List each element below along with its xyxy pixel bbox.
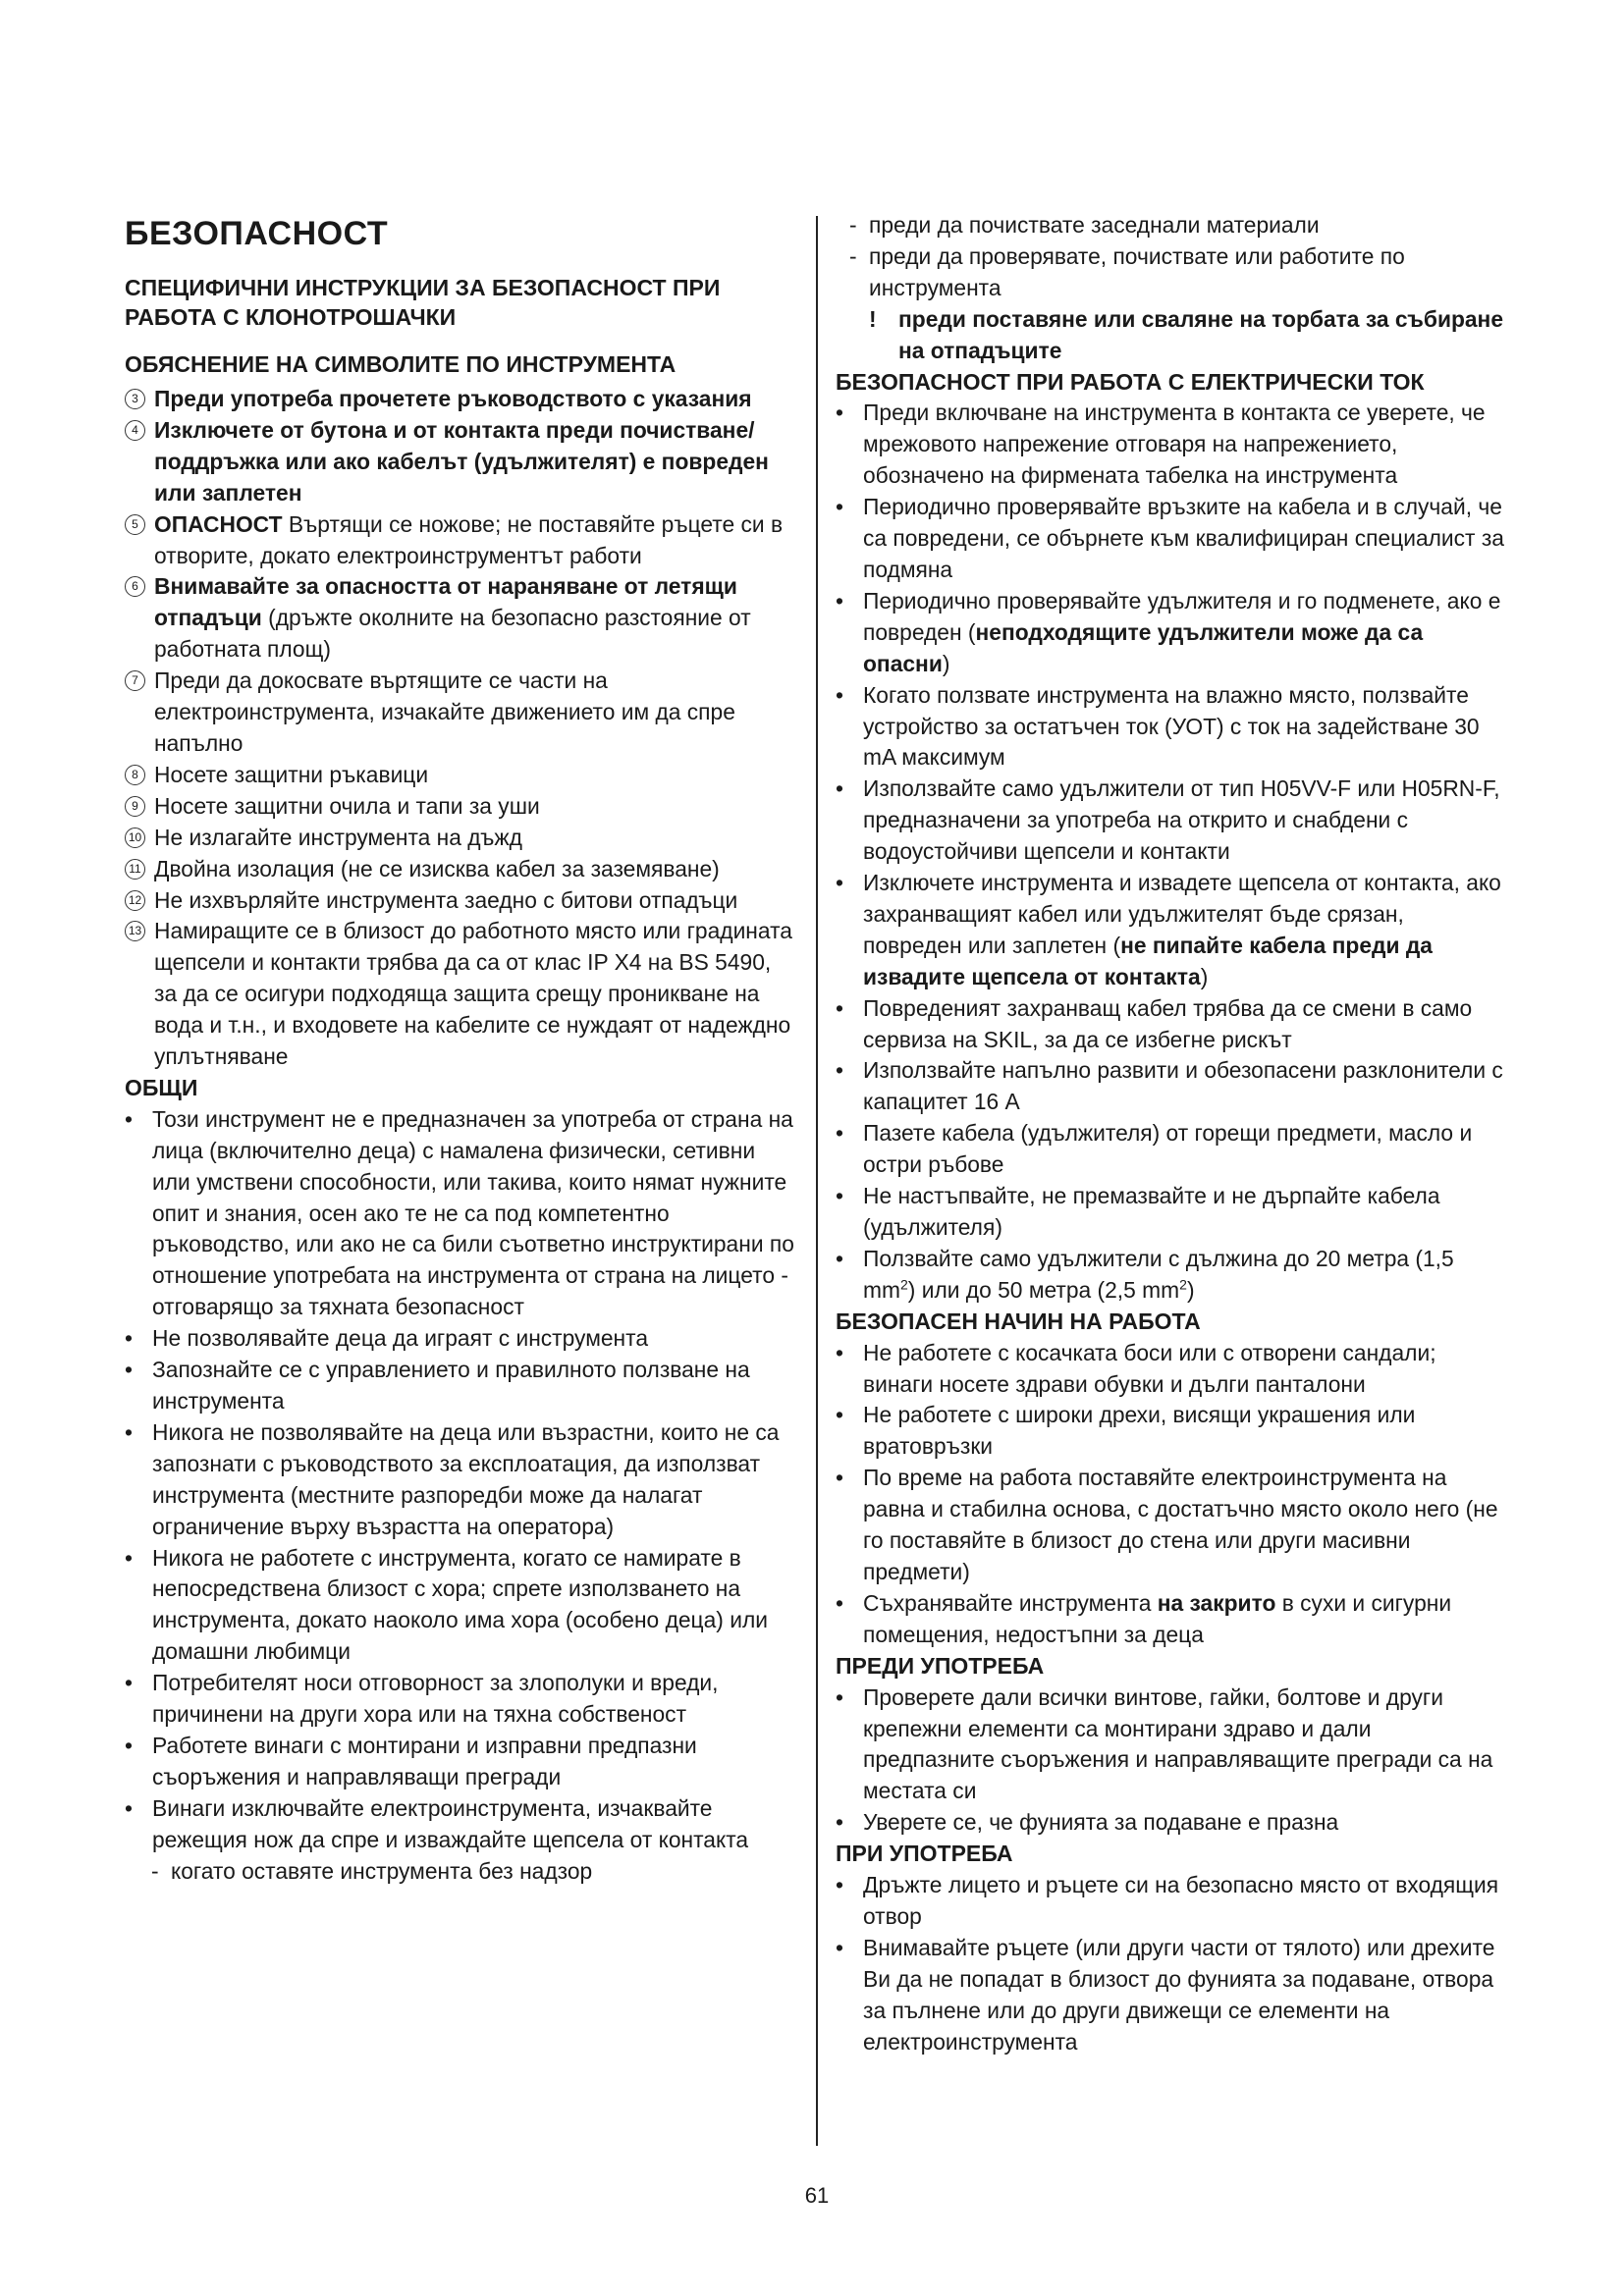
dash-mark: -	[849, 212, 857, 238]
item-text: Дръжте лицето и ръцете си на безопасно място от входящия отвор	[863, 1872, 1499, 1929]
item-text: Работете винаги с монтирани и изправни предпазни съоръжения и направляващи прегради	[152, 1732, 697, 1789]
page-number: 61	[804, 2183, 830, 2208]
bullet-mark: •	[125, 1732, 133, 1758]
during-use-item-2	[836, 1933, 1505, 2058]
item-text-2: ) или до 50 метра (2,5 mm	[907, 1276, 1180, 1303]
circled-number-8: 8	[125, 765, 145, 785]
circled-number-10: 10	[125, 828, 145, 848]
bullet-mark: •	[836, 400, 843, 426]
symbol-item-4	[125, 415, 797, 509]
electrical-heading: БЕЗОПАСНОСТ ПРИ РАБОТА С ЕЛЕКТРИЧЕСКИ ТОК	[836, 368, 1425, 395]
item-bold: на закрито	[1157, 1589, 1276, 1616]
bullet-mark: •	[836, 1809, 843, 1836]
symbol-item-10	[125, 823, 797, 854]
item-text: Уверете се, че фунията за подаване е празна	[863, 1809, 1339, 1836]
general-item-4	[125, 1417, 797, 1543]
bullet-mark: •	[836, 1183, 843, 1209]
electrical-item-7	[836, 993, 1505, 1056]
electrical-item-10	[836, 1181, 1505, 1244]
symbol-text: Носете защитни ръкавици	[154, 761, 429, 787]
circled-number-3: 3	[125, 389, 145, 409]
before-use-item-2	[836, 1807, 1505, 1839]
electrical-item-8	[836, 1055, 1505, 1118]
symbols-heading: ОБЯСНЕНИЕ НА СИМВОЛИТЕ ПО ИНСТРУМЕНТА	[125, 351, 677, 377]
symbol-text: Намиращите се в близост до работното място или градината щепсели и контакти трябва да са от клас IP X4 на BS 5490, за да се осигури подходяща защита срещу проникване на вода и т.н., и входовете на кабелите се нуждаят от надеждно уплътняване	[154, 918, 792, 1070]
symbol-item-6	[125, 571, 797, 666]
superscript: 2	[899, 1276, 908, 1293]
circled-number-7: 7	[125, 670, 145, 691]
circled-number-13: 13	[125, 921, 145, 941]
right-column	[836, 210, 1505, 2057]
general-subitem-1	[125, 1856, 797, 1888]
bullet-mark: •	[836, 494, 843, 520]
general-item-3	[125, 1355, 797, 1417]
item-text: Този инструмент не е предназначен за употреба от страна на лица (включително деца) с намалена физически, сетивни или умствени способности, или такива, които нямат нужните опит и знания, осен ако те не са под компетентно ръководство, или ако не са били съответно инструктирани по отношение употребата на инструмента от страна на лицето - отговарящо за тяхната безопасност	[152, 1105, 794, 1320]
item-text: Периодично проверявайте връзките на кабела и в случай, че са повредени, се обърнете към квалифициран специалист за подмяна	[863, 494, 1504, 582]
bullet-mark: •	[836, 1872, 843, 1898]
safe-work-item-2	[836, 1400, 1505, 1463]
symbol-text: Въртящи се ножове; не поставяйте ръцете си в отворите, докато електроинструментът работи	[154, 510, 784, 568]
general-subitem-2	[836, 210, 1505, 241]
general-item-1	[125, 1104, 797, 1323]
item-text: Ползвайте само удължители с дължина до 20 метра (1,5 mm	[863, 1245, 1454, 1303]
bullet-mark: •	[125, 1544, 133, 1571]
circled-number-9: 9	[125, 796, 145, 817]
symbol-item-3	[125, 384, 797, 415]
symbol-item-12	[125, 885, 797, 917]
item-text: Повреденият захранващ кабел трябва да се смени в само сервиза на SKIL, за да се избегне рискът	[863, 994, 1473, 1052]
item-text-end: в сухи и сигурни помещения, недостъпни за деца	[863, 1589, 1452, 1647]
general-heading: ОБЩИ	[125, 1074, 198, 1100]
symbol-item-5	[125, 509, 797, 572]
item-text: Съхранявайте инструмента	[863, 1589, 1158, 1616]
symbol-bold: Внимавайте за опасността от нараняване от летящи отпадъци	[154, 573, 737, 631]
item-text: Пазете кабела (удължителя) от горещи предмети, масло и остри ръбове	[863, 1120, 1473, 1178]
item-text: Използвайте напълно развити и обезопасени разклонители с капацитет 16 A	[863, 1057, 1503, 1115]
symbol-item-13	[125, 916, 797, 1073]
electrical-item-11	[836, 1244, 1505, 1307]
bullet-mark: •	[836, 1402, 843, 1428]
symbol-item-8	[125, 760, 797, 791]
bullet-mark: •	[836, 587, 843, 614]
symbol-item-7	[125, 666, 797, 760]
bullet-mark: •	[125, 1325, 133, 1352]
bullet-mark: •	[836, 1589, 843, 1616]
item-text-end: )	[1186, 1276, 1195, 1303]
during-use-item-1	[836, 1870, 1505, 1933]
item-text-end: )	[1200, 963, 1209, 989]
safe-work-item-1	[836, 1338, 1505, 1401]
item-text: Използвайте само удължители от тип H05VV-F или H05RN-F, предназначени за употреба на открито и снабдени с водоустойчиви щепсели и контакти	[863, 775, 1500, 865]
circled-number-11: 11	[125, 859, 145, 880]
electrical-item-5	[836, 774, 1505, 868]
item-text: Потребителят носи отговорност за злополуки и вреди, причинени на други хора или на тяхна собственост	[152, 1670, 719, 1728]
electrical-item-6	[836, 868, 1505, 993]
item-text: преди поставяне или сваляне на торбата за събиране на отпадъците	[898, 305, 1504, 363]
bullet-mark: •	[836, 1683, 843, 1710]
warning-item	[836, 304, 1505, 367]
page-title: БЕЗОПАСНОСТ	[125, 215, 389, 252]
before-use-heading: ПРЕДИ УПОТРЕБА	[836, 1652, 1045, 1679]
bullet-mark: •	[836, 1057, 843, 1084]
item-text: Изключете инструмента и извадете щепсела от контакта, ако захранващият кабел или удължителят бъде срязан, повреден или заплетен (	[863, 870, 1501, 958]
item-text: По време на работа поставяйте електроинструмента на равна и стабилна основа, с достатъчно място около него (не го поставяйте в близост до стена или други масивни предмети)	[863, 1465, 1498, 1584]
item-bold: неподходящите удължители може да са опасни	[863, 618, 1424, 676]
bullet-mark: •	[125, 1105, 133, 1132]
symbol-item-11	[125, 854, 797, 885]
symbol-text: Носете защитни очила и тапи за уши	[154, 792, 540, 819]
symbol-text: (дръжте околните на безопасно разстояние от работната площ)	[154, 605, 751, 663]
circled-number-6: 6	[125, 576, 145, 597]
item-text: Винаги изключвайте електроинструмента, изчаквайте режещия нож да спре и изваждайте щепсела от контакта	[152, 1794, 749, 1852]
item-text: Периодично проверявайте удължителя и го подменете, ако е повреден (	[863, 587, 1501, 645]
general-item-7	[125, 1731, 797, 1793]
item-text: Никога не работете с инструмента, когато се намирате в непосредствена близост с хора; спрете използването на инструмента, докато наоколо има хора (особено деца) или домашни любимци	[152, 1544, 768, 1665]
symbol-bold: ОПАСНОСТ	[154, 510, 283, 537]
dash-mark: -	[151, 1857, 159, 1884]
bullet-mark: •	[836, 681, 843, 708]
symbol-text: Изключете от бутона и от контакта преди почистване/поддръжка или ако кабелът (удължителят) е повреден или заплетен	[154, 416, 769, 506]
general-item-6	[125, 1668, 797, 1731]
item-text-end: )	[942, 650, 950, 676]
circled-number-4: 4	[125, 420, 145, 441]
safe-work-item-4	[836, 1588, 1505, 1651]
item-text: преди да почиствате заседнали материали	[869, 212, 1320, 238]
subtitle: СПЕЦИФИЧНИ ИНСТРУКЦИИ ЗА БЕЗОПАСНОСТ ПРИ РАБОТА С КЛОНОТРОШАЧКИ	[125, 275, 721, 330]
circled-number-5: 5	[125, 514, 145, 535]
bullet-mark: •	[125, 1357, 133, 1383]
symbol-item-9	[125, 791, 797, 823]
general-subitem-3	[836, 241, 1505, 304]
general-item-5	[125, 1543, 797, 1669]
electrical-item-2	[836, 492, 1505, 586]
bullet-mark: •	[836, 1339, 843, 1365]
item-text: Не работете с косачката боси или с отворени сандали; винаги носете здрави обувки и дълги панталони	[863, 1339, 1436, 1397]
bullet-mark: •	[125, 1794, 133, 1821]
item-text: Не настъпвайте, не премазвайте и не дърпайте кабела (удължителя)	[863, 1183, 1440, 1240]
electrical-item-9	[836, 1118, 1505, 1181]
bullet-mark: •	[836, 1120, 843, 1147]
bullet-mark: •	[836, 870, 843, 896]
item-text: Внимавайте ръцете (или други части от тялото) или дрехите Ви да не попадат в близост до фунията за подаване, отвора за пълнене или до други движещи се елементи на електроинструмента	[863, 1934, 1495, 2055]
bullet-mark: •	[125, 1418, 133, 1445]
bullet-mark: •	[125, 1670, 133, 1696]
electrical-item-4	[836, 680, 1505, 774]
circled-number-12: 12	[125, 890, 145, 911]
item-text: Не позволявайте деца да играят с инструмента	[152, 1325, 648, 1352]
superscript: 2	[1179, 1276, 1187, 1293]
bullet-mark: •	[836, 775, 843, 802]
exclamation-mark: !	[869, 305, 877, 332]
general-item-8	[125, 1793, 797, 1856]
safe-work-item-3	[836, 1463, 1505, 1588]
column-divider	[816, 216, 818, 2146]
symbol-text: Преди употреба прочетете ръководството с указания	[154, 386, 752, 411]
symbol-text: Не излагайте инструмента на дъжд	[154, 824, 522, 850]
symbol-text: Не изхвърляйте инструмента заедно с битови отпадъци	[154, 886, 738, 913]
item-bold: не пипайте кабела преди да извадите щепсела от контакта	[863, 932, 1433, 989]
bullet-mark: •	[836, 1245, 843, 1271]
item-text: Проверете дали всички винтове, гайки, болтове и други крепежни елементи са монтирани здраво и дали предпазните съоръжения и направляващите прегради са на местата си	[863, 1683, 1493, 1804]
electrical-item-1	[836, 398, 1505, 492]
safe-work-heading: БЕЗОПАСЕН НАЧИН НА РАБОТА	[836, 1308, 1201, 1334]
item-text: Запознайте се с управлението и правилното ползване на инструмента	[152, 1357, 750, 1414]
bullet-mark: •	[836, 994, 843, 1021]
item-text: когато оставяте инструмента без надзор	[171, 1857, 593, 1884]
left-column	[125, 210, 797, 1888]
bullet-mark: •	[836, 1465, 843, 1491]
item-text: Когато ползвате инструмента на влажно място, ползвайте устройство за остатъчен ток (УОТ) с ток на задействане 30 mA максимум	[863, 681, 1480, 771]
item-text: Не работете с широки дрехи, висящи украшения или вратовръзки	[863, 1402, 1416, 1460]
symbol-text: Двойна изолация (не се изисква кабел за заземяване)	[154, 855, 720, 881]
symbol-text: Преди да докосвате въртящите се части на електроинструмента, изчакайте движението им да спре напълно	[154, 667, 735, 756]
item-text: преди да проверявате, почиствате или работите по инструмента	[869, 242, 1405, 300]
bullet-mark: •	[836, 1934, 843, 1960]
before-use-item-1	[836, 1682, 1505, 1808]
dash-mark: -	[849, 242, 857, 269]
general-item-2	[125, 1323, 797, 1355]
electrical-item-3	[836, 586, 1505, 680]
item-text: Преди включване на инструмента в контакта се уверете, че мрежовото напрежение отговаря на напрежението, обозначено на фирмената табелка на инструмента	[863, 400, 1486, 489]
during-use-heading: ПРИ УПОТРЕБА	[836, 1841, 1013, 1867]
item-text: Никога не позволявайте на деца или възрастни, които не са запознати с ръководството за експлоатация, да използват инструмента (местните разпоредби може да налагат ограничение върху възрастта на оператора)	[152, 1418, 780, 1539]
